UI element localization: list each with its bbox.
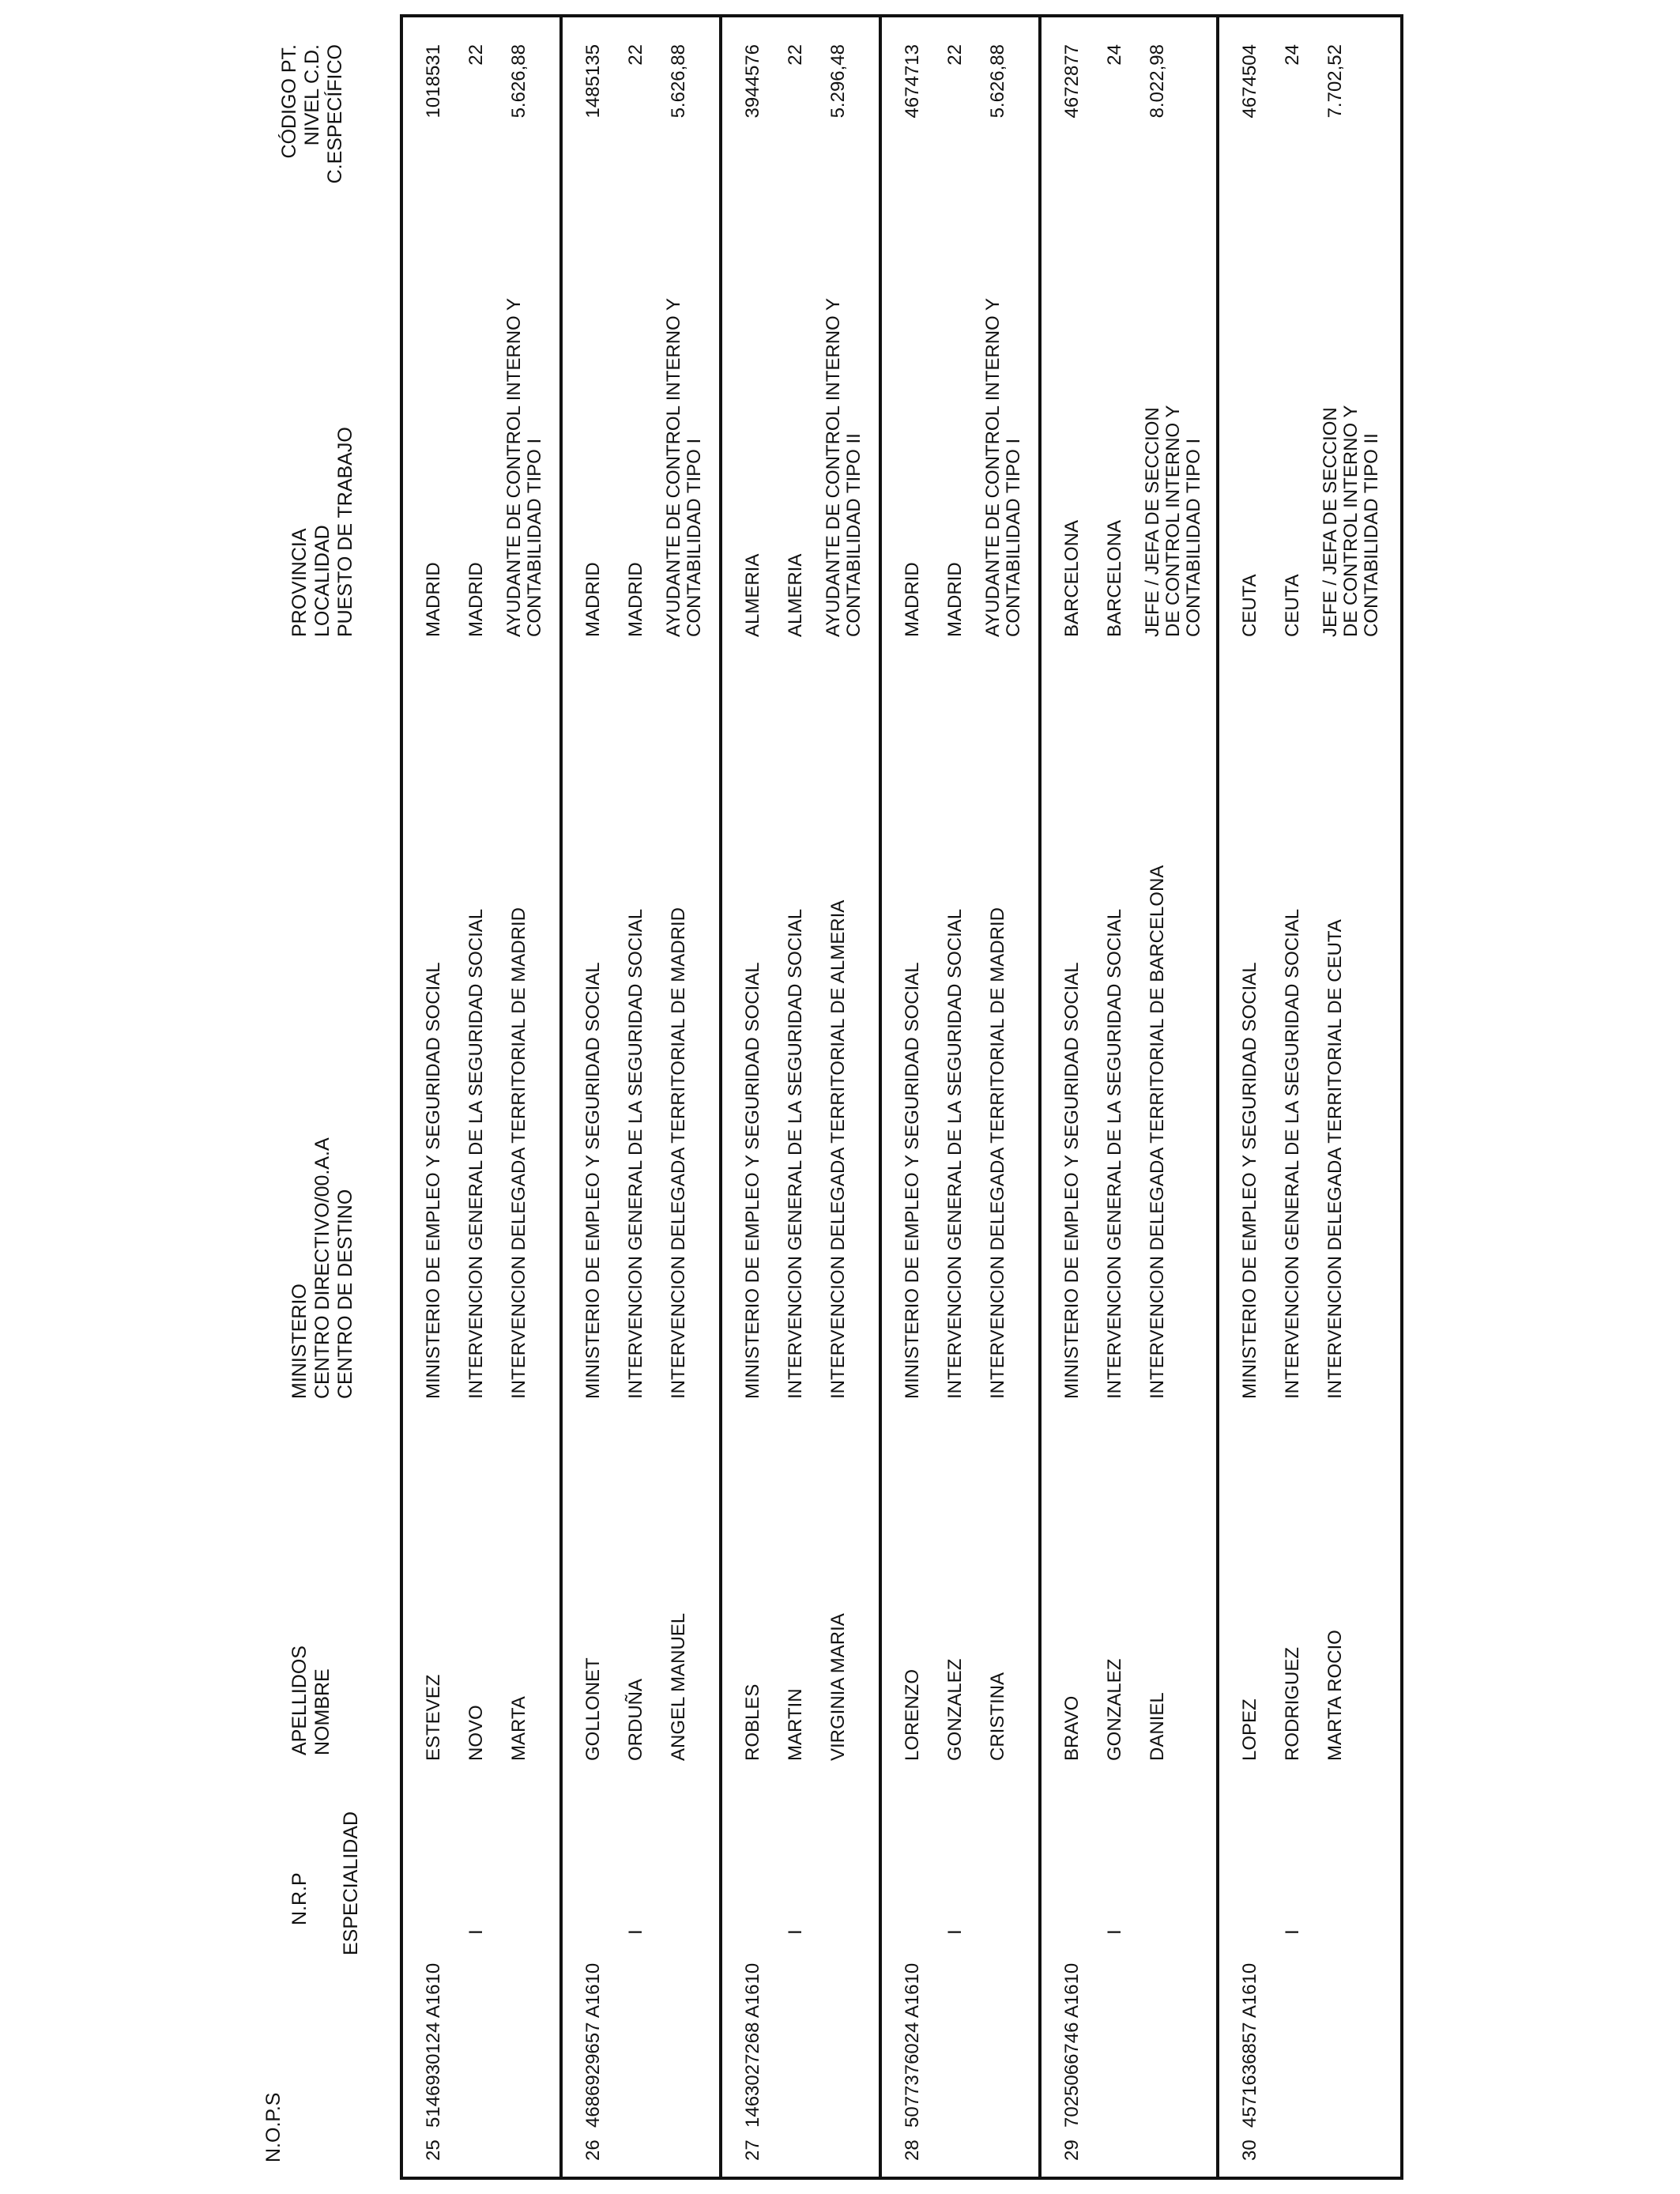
apellido2-cell: MARTIN — [785, 1688, 806, 1761]
row-separator — [879, 14, 882, 2180]
codigo-cell: 3944576 — [742, 44, 763, 119]
header-puesto: PUESTO DE TRABAJO — [334, 427, 356, 637]
nombre-cell: ANGEL MANUEL — [668, 1612, 689, 1761]
nrp-cell: 5077376024 A1610 — [902, 1962, 923, 2128]
codigo-cell: 4674713 — [902, 44, 923, 119]
centro-directivo-cell: INTERVENCION GENERAL DE LA SEGURIDAD SOCIAL — [785, 908, 806, 1399]
especialidad-cell: I — [1282, 1929, 1303, 1935]
centro-destino-cell: INTERVENCION DELEGADA TERRITORIAL DE BARCELONA — [1147, 865, 1168, 1399]
apellido2-cell: GONZALEZ — [1104, 1658, 1125, 1761]
header-centro-directivo: CENTRO DIRECTIVO/00.A.A — [311, 1137, 333, 1399]
puesto-cell: AYUDANTE DE CONTROL INTERNO Y CONTABILIDAD TIPO I — [982, 298, 1024, 637]
header-nivel: NIVEL C.D. — [301, 44, 323, 146]
puesto-cell: JEFE / JEFA DE SECCION DE CONTROL INTERNO Y CONTABILIDAD TIPO I — [1142, 405, 1204, 637]
localidad-cell: ALMERIA — [785, 553, 806, 637]
provincia-cell: MADRID — [902, 562, 923, 637]
ministerio-cell: MINISTERIO DE EMPLEO Y SEGURIDAD SOCIAL — [742, 962, 763, 1399]
centro-directivo-cell: INTERVENCION GENERAL DE LA SEGURIDAD SOCIAL — [1104, 908, 1125, 1399]
apellido2-cell: ORDUÑA — [625, 1678, 646, 1761]
nivel-cell: 24 — [1282, 44, 1303, 66]
nops-cell: 26 — [582, 2139, 604, 2161]
nivel-cell: 22 — [625, 44, 646, 66]
centro-destino-cell: INTERVENCION DELEGADA TERRITORIAL DE CEUTA — [1324, 919, 1346, 1399]
header-centro-destino: CENTRO DE DESTINO — [334, 1189, 356, 1399]
puesto-cell: JEFE / JEFA DE SECCION DE CONTROL INTERNO Y CONTABILIDAD TIPO II — [1320, 405, 1382, 637]
header-nombre: NOMBRE — [311, 1668, 333, 1755]
header-especialidad: ESPECIALIDAD — [340, 1811, 362, 1955]
nops-cell: 30 — [1239, 2139, 1260, 2161]
nivel-cell: 22 — [785, 44, 806, 66]
apellido1-cell: BRAVO — [1061, 1695, 1083, 1761]
header-especifico: C.ESPECÍFICO — [324, 44, 346, 184]
codigo-cell: 1018531 — [423, 44, 444, 119]
nrp-cell: 7025066746 A1610 — [1061, 1962, 1083, 2128]
especifico-cell: 5.626,88 — [987, 44, 1008, 119]
especialidad-cell: I — [944, 1929, 966, 1935]
provincia-cell: BARCELONA — [1061, 519, 1083, 637]
header-provincia: PROVINCIA — [288, 528, 311, 637]
centro-directivo-cell: INTERVENCION GENERAL DE LA SEGURIDAD SOCIAL — [944, 908, 966, 1399]
apellido1-cell: GOLLONET — [582, 1657, 604, 1761]
nops-cell: 27 — [742, 2139, 763, 2161]
nombre-cell: DANIEL — [1147, 1692, 1168, 1761]
localidad-cell: MADRID — [465, 562, 487, 637]
ministerio-cell: MINISTERIO DE EMPLEO Y SEGURIDAD SOCIAL — [582, 962, 604, 1399]
especialidad-cell: I — [625, 1929, 646, 1935]
header-localidad: LOCALIDAD — [311, 525, 333, 637]
localidad-cell: CEUTA — [1282, 574, 1303, 637]
centro-destino-cell: INTERVENCION DELEGADA TERRITORIAL DE MADRID — [508, 907, 529, 1399]
apellido2-cell: RODRIGUEZ — [1282, 1647, 1303, 1761]
centro-directivo-cell: INTERVENCION GENERAL DE LA SEGURIDAD SOCIAL — [1282, 908, 1303, 1399]
header-ministerio: MINISTERIO — [288, 1284, 311, 1399]
centro-destino-cell: INTERVENCION DELEGADA TERRITORIAL DE MADRID — [987, 907, 1008, 1399]
especialidad-cell: I — [465, 1929, 487, 1935]
row-separator — [719, 14, 722, 2180]
provincia-cell: ALMERIA — [742, 553, 763, 637]
nivel-cell: 24 — [1104, 44, 1125, 66]
ministerio-cell: MINISTERIO DE EMPLEO Y SEGURIDAD SOCIAL — [423, 962, 444, 1399]
nombre-cell: MARTA ROCIO — [1324, 1630, 1346, 1761]
puesto-cell: AYUDANTE DE CONTROL INTERNO Y CONTABILIDAD TIPO II — [823, 298, 864, 637]
apellido1-cell: ESTEVEZ — [423, 1674, 444, 1761]
nrp-cell: 5146930124 A1610 — [423, 1962, 444, 2128]
especialidad-cell: I — [785, 1929, 806, 1935]
row-separator — [1216, 14, 1219, 2180]
especifico-cell: 5.626,88 — [508, 44, 529, 119]
centro-destino-cell: INTERVENCION DELEGADA TERRITORIAL DE MADRID — [668, 907, 689, 1399]
nombre-cell: VIRGINIA MARIA — [827, 1613, 849, 1761]
nivel-cell: 22 — [944, 44, 966, 66]
nivel-cell: 22 — [465, 44, 487, 66]
localidad-cell: MADRID — [944, 562, 966, 637]
nrp-cell: 4571636857 A1610 — [1239, 1962, 1260, 2128]
header-nrp: N.R.P — [288, 1872, 311, 1925]
header-codigo: CÓDIGO PT. — [278, 44, 300, 159]
nombre-cell: MARTA — [508, 1696, 529, 1761]
especifico-cell: 8.022,98 — [1147, 44, 1168, 119]
header-nops: N.O.P.S — [262, 2092, 284, 2162]
row-separator — [559, 14, 563, 2180]
apellido1-cell: LOPEZ — [1239, 1698, 1260, 1761]
nrp-cell: 4686929657 A1610 — [582, 1962, 604, 2128]
puesto-cell: AYUDANTE DE CONTROL INTERNO Y CONTABILIDAD TIPO I — [663, 298, 705, 637]
localidad-cell: MADRID — [625, 562, 646, 637]
apellido2-cell: GONZALEZ — [944, 1658, 966, 1761]
ministerio-cell: MINISTERIO DE EMPLEO Y SEGURIDAD SOCIAL — [902, 962, 923, 1399]
ministerio-cell: MINISTERIO DE EMPLEO Y SEGURIDAD SOCIAL — [1061, 962, 1083, 1399]
codigo-cell: 1485135 — [582, 44, 604, 119]
codigo-cell: 4672877 — [1061, 44, 1083, 119]
especialidad-cell: I — [1104, 1929, 1125, 1935]
header-apellidos: APELLIDOS — [288, 1646, 311, 1755]
centro-destino-cell: INTERVENCION DELEGADA TERRITORIAL DE ALMERIA — [827, 899, 849, 1399]
nops-cell: 25 — [423, 2139, 444, 2161]
puesto-cell: AYUDANTE DE CONTROL INTERNO Y CONTABILIDAD TIPO I — [503, 298, 545, 637]
centro-directivo-cell: INTERVENCION GENERAL DE LA SEGURIDAD SOCIAL — [465, 908, 487, 1399]
provincia-cell: MADRID — [423, 562, 444, 637]
nrp-cell: 1463027268 A1610 — [742, 1962, 763, 2128]
especifico-cell: 5.296,48 — [827, 44, 849, 119]
provincia-cell: CEUTA — [1239, 574, 1260, 637]
localidad-cell: BARCELONA — [1104, 519, 1125, 637]
apellido1-cell: ROBLES — [742, 1683, 763, 1761]
codigo-cell: 4674504 — [1239, 44, 1260, 119]
especifico-cell: 7.702,52 — [1324, 44, 1346, 119]
ministerio-cell: MINISTERIO DE EMPLEO Y SEGURIDAD SOCIAL — [1239, 962, 1260, 1399]
row-separator — [1038, 14, 1042, 2180]
apellido2-cell: NOVO — [465, 1705, 487, 1761]
apellido1-cell: LORENZO — [902, 1668, 923, 1761]
nops-cell: 29 — [1061, 2139, 1083, 2161]
provincia-cell: MADRID — [582, 562, 604, 637]
nombre-cell: CRISTINA — [987, 1672, 1008, 1761]
nops-cell: 28 — [902, 2139, 923, 2161]
centro-directivo-cell: INTERVENCION GENERAL DE LA SEGURIDAD SOCIAL — [625, 908, 646, 1399]
especifico-cell: 5.626,88 — [668, 44, 689, 119]
